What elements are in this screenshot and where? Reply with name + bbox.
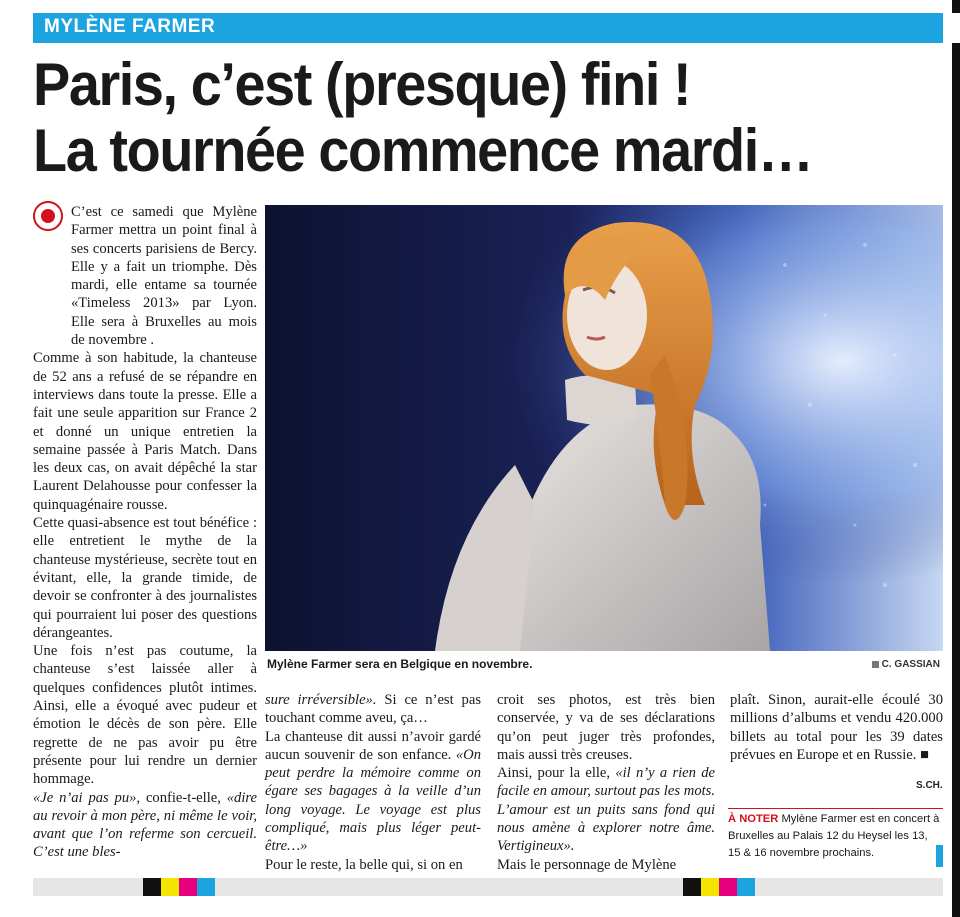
author-signature: S.CH. — [916, 780, 943, 791]
swatch-yellow-2 — [701, 878, 719, 896]
page-edge — [952, 0, 960, 917]
concert-photo — [265, 205, 943, 651]
swatch-black — [143, 878, 161, 896]
swatch-black-2 — [683, 878, 701, 896]
section-rubric — [33, 13, 943, 43]
article-paragraph-9: croit ses photos, est très bien conservée, y va de ses déclarations qu’on peut juger très profondes, mais aussi très creuses. — [497, 692, 715, 763]
article-paragraph-4: Une fois n’est pas coutume, la chanteuse s’est laissée aller à quelques confidences plutôt intimes. Ainsi, elle a évoqué avec pudeur et émotion le décès de son père. Elle regrette de ne pas avoir pu être présente pour lui rendre un dernier hommage. — [33, 643, 257, 788]
column-2-text-2: La chanteuse dit aussi n’avoir gardé aucun souvenir de son enfance. — [265, 728, 481, 763]
singer-illustration — [265, 205, 943, 651]
article-paragraph-1: C’est ce samedi que Mylène Farmer mettra un point final à ses concerts parisiens de Bercy. Elle y a fait un triomphe. Dès mardi, elle entame sa tournée «Timeless 2013» par Lyon. Elle sera à Bruxelles au mois de novembre . — [71, 204, 257, 349]
note-text: Mylène Farmer est en concert à Bruxelles au Palais 12 du Heysel les 13, 15 & 16 novembre prochains. — [728, 813, 940, 859]
article-paragraph-8: Pour le reste, la belle qui, si on en — [265, 856, 463, 873]
quote-3: «On peut perdre la mémoire comme on égare ses bagages à la veille d’un long voyage. Le voyage est plus compliqué, mais plus léger peut-être…» — [265, 746, 481, 855]
column-3-text: Ainsi, pour la elle, — [497, 765, 616, 782]
quote-2-end: sure irréversible». — [265, 692, 377, 708]
headline-line-1: Paris, c’est (presque) fini ! — [33, 51, 691, 118]
article-paragraph-6 — [265, 691, 481, 728]
print-registration-bar — [33, 878, 943, 896]
note-box — [728, 808, 943, 862]
article-column-2 — [265, 691, 481, 874]
article-column-3 — [497, 691, 715, 874]
swatch-magenta-2 — [719, 878, 737, 896]
page-edge-gap — [952, 13, 960, 43]
rubric-label: MYLÈNE FARMER — [44, 16, 216, 37]
credit-square-icon — [872, 661, 879, 668]
quote-1: «Je n’ai pas pu» — [33, 789, 137, 806]
swatch-cyan — [197, 878, 215, 896]
note-label: À NOTER — [728, 813, 779, 825]
quote-4: «il n’y a rien de facile en amour, surtout pas les mots. L’amour est un puits sans fond qui nous amène à explorer notre âme. Vertigineux». — [497, 765, 715, 855]
article-paragraph-7 — [265, 728, 481, 856]
article-paragraph-11: Mais le personnage de Mylène — [497, 856, 677, 873]
quote-attribution: , confie-t-elle, — [136, 789, 227, 806]
article-column-1 — [33, 203, 257, 862]
quote-2: «dire au revoir à mon père, ni même le voir, avant que l’on referme son cercueil. C’est une bles- — [33, 789, 257, 861]
photo-credit-label: C. GASSIAN — [881, 659, 940, 670]
photo-credit — [872, 659, 940, 670]
article-paragraph-12: plaît. Sinon, aurait-elle écoulé 30 millions d’albums et vendu 420.000 billets au total pour les 39 dates prévues en Europe et en Russie. ■ — [730, 692, 943, 763]
headline-line-2: La tournée commence mardi… — [33, 117, 813, 184]
swatch-magenta — [179, 878, 197, 896]
column-2-text: Si ce n’est pas touchant comme aveu, ça… — [265, 692, 481, 727]
article-paragraph-2: Comme à son habitude, la chanteuse de 52 ans a refusé de se répandre en interviews dans toute la presse. Elle a fait une seule apparition sur France 2 et donné un unique entretien la semaine passée à Paris Match. Dans les deux cas, on avait dépêché la star Laurent Delahousse pour confesser la quinquagénaire rousse. — [33, 350, 257, 513]
note-stripe — [936, 845, 943, 867]
article-paragraph-5 — [33, 789, 257, 862]
headline — [33, 52, 884, 184]
article-paragraph-3: Cette quasi-absence est tout bénéfice : elle entretient le mythe de la chanteuse mystérieuse, secrète tout en évitant, elle, la grande timide, de devoir se confronter à des journalistes qui pourraient lui poser des questions dérangeantes. — [33, 515, 257, 641]
article-paragraph-10 — [497, 764, 715, 855]
article-column-4 — [730, 691, 943, 764]
swatch-cyan-2 — [737, 878, 755, 896]
swatch-yellow — [161, 878, 179, 896]
photo-caption: Mylène Farmer sera en Belgique en novembre. — [267, 657, 533, 671]
